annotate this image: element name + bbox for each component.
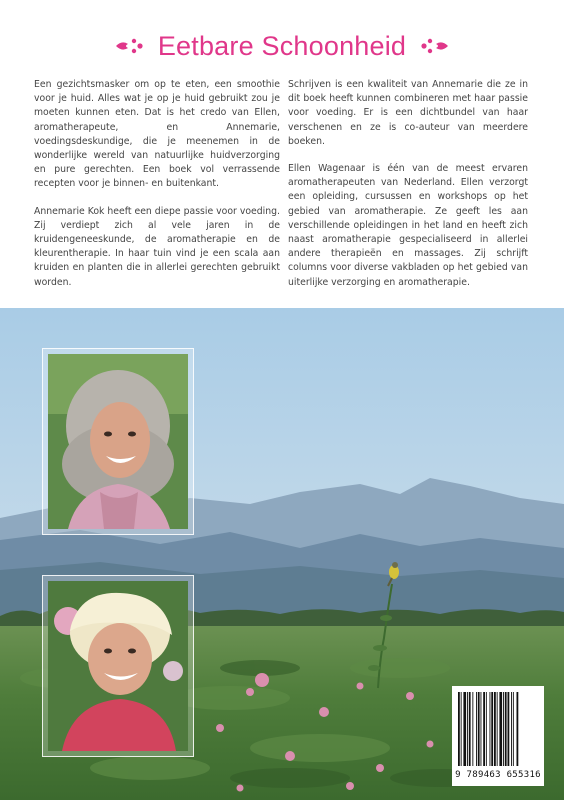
portrait-ellen <box>48 581 188 751</box>
barcode-bar <box>499 692 502 766</box>
book-title: Eetbare Schoonheid <box>157 30 407 61</box>
ellen-bio-paragraph: Ellen Wagenaar is één van de meest ervaren aromatherapeuten van Nederland. Ellen verzorgt een opleiding, cursussen en workshops op het gebied van aromatherapie. Ze geeft les aan verschillende opleidingen in het land en heeft zich naast aromatherapie gespecialiseerd in allerlei andere therapieën en massages. Zij schrijft columns voor diverse vakbladen op het gebied van uiterlijke verzorging en aromatherapie. <box>288 163 528 288</box>
annemarie-bio-paragraph: Annemarie Kok heeft een diepe passie voor voeding. Zij verdiept zich al vele jaren in de kruidengeneeskunde, de aromatherapie en de kleurentherapie. In haar tuin vind je een scala aan kruiden en planten die in allerlei gerechten gebruikt worden. <box>34 205 280 288</box>
right-text-column <box>288 78 528 303</box>
barcode-bar <box>461 692 462 766</box>
barcode-bar <box>486 692 487 766</box>
barcode-bar <box>476 692 477 766</box>
isbn-number: 9 789463 655316 <box>455 770 541 780</box>
barcode-bar <box>458 692 460 766</box>
right-flourish-icon <box>420 36 450 56</box>
barcode-bar <box>481 692 482 766</box>
barcode-bar <box>467 692 468 766</box>
barcode-bar <box>494 692 496 766</box>
barcode-bars <box>458 692 538 768</box>
barcode-bar <box>497 692 498 766</box>
portrait-annemarie-frame <box>42 348 194 535</box>
barcode-bar <box>478 692 480 766</box>
barcode-bar <box>469 692 471 766</box>
portrait-annemarie <box>48 354 188 529</box>
left-flourish-icon <box>114 36 144 56</box>
barcode-bar <box>472 692 473 766</box>
barcode-bar <box>491 692 493 766</box>
cover-header <box>0 26 564 66</box>
left-text-column <box>34 78 280 303</box>
intro-paragraph: Een gezichtsmasker om op te eten, een smoothie voor je huid. Alles wat je op je huid gebruikt zou je moeten kunnen eten. Dat is het credo van Ellen, aromatherapeute, en Annemarie, voedingsdeskundige, die je meenemen in de wonderlijke wereld van natuurlijke huidverzorging en pure gerechten. Een boek vol verrassende recepten voor je binnen- en buitenkant. <box>34 79 280 190</box>
barcode-bar <box>517 692 519 766</box>
barcode-bar <box>490 692 491 766</box>
annemarie-writing-paragraph: Schrijven is een kwaliteit van Annemarie die ze in dit boek heeft kunnen combineren met haar passie voor voeding. Er is een dichtbundel van haar verschenen en ze is co-auteur van meerdere boeken. <box>288 79 528 147</box>
barcode-bar <box>503 692 504 766</box>
isbn-barcode <box>452 686 544 786</box>
barcode-bar <box>508 692 510 766</box>
barcode-bar <box>511 692 512 766</box>
portrait-ellen-frame <box>42 575 194 757</box>
barcode-bar <box>513 692 514 766</box>
barcode-bar <box>463 692 466 766</box>
barcode-bar <box>505 692 507 766</box>
barcode-bar <box>483 692 485 766</box>
